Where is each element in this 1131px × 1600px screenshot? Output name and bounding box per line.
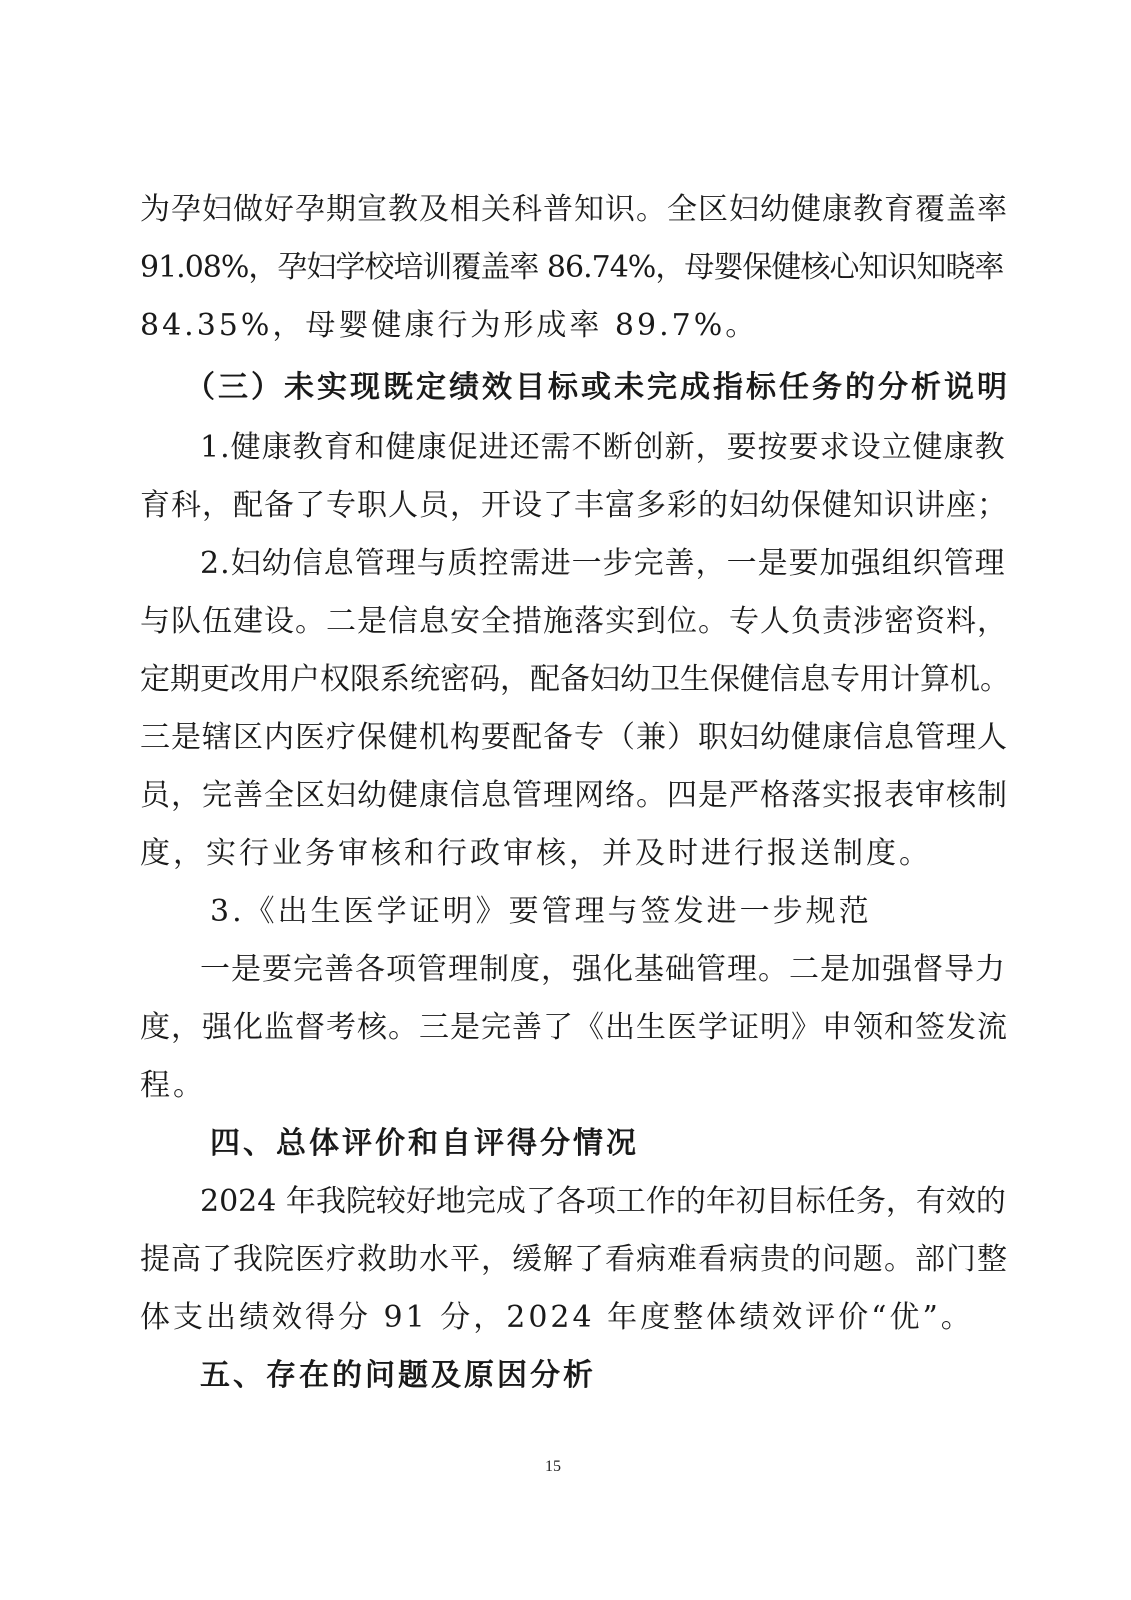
item-2-line-1: 2.妇幼信息管理与质控需进一步完善，一是要加强组织管理 bbox=[200, 546, 1006, 581]
section-heading-5: 五、存在的问题及原因分析 bbox=[200, 1358, 596, 1393]
section-4-line-2: 提高了我院医疗救助水平，缓解了看病难看病贵的问题。部门整 bbox=[140, 1242, 1008, 1277]
item-3-line-1: 一是要完善各项管理制度，强化基础管理。二是加强督导力 bbox=[200, 952, 1006, 987]
subsection-heading-3: （三）未实现既定绩效目标或未完成指标任务的分析说明 bbox=[185, 370, 1010, 405]
item-3-heading: 3.《出生医学证明》要管理与签发进一步规范 bbox=[210, 894, 872, 929]
item-3-line-3: 程。 bbox=[140, 1068, 206, 1103]
item-2-line-6: 度，实行业务审核和行政审核，并及时进行报送制度。 bbox=[140, 836, 932, 871]
item-3-line-2: 度，强化监督考核。三是完善了《出生医学证明》申领和签发流 bbox=[140, 1010, 1008, 1045]
page-number: 15 bbox=[545, 1458, 561, 1475]
section-4-line-1: 2024 年我院较好地完成了各项工作的年初目标任务，有效的 bbox=[200, 1184, 1006, 1219]
item-2-line-2: 与队伍建设。二是信息安全措施落实到位。专人负责涉密资料， bbox=[140, 604, 1008, 639]
item-2-line-3: 定期更改用户权限系统密码，配备妇幼卫生保健信息专用计算机。 bbox=[140, 662, 1010, 697]
item-1-line-1: 1.健康教育和健康促进还需不断创新，要按要求设立健康教 bbox=[200, 430, 1006, 465]
section-4-line-3: 体支出绩效得分 91 分，2024 年度整体绩效评价“优”。 bbox=[140, 1300, 974, 1335]
body-line-2: 91.08%，孕妇学校培训覆盖率 86.74%，母婴保健核心知识知晓率 bbox=[140, 250, 1004, 285]
body-line-1: 为孕妇做好孕期宣教及相关科普知识。全区妇幼健康教育覆盖率 bbox=[140, 192, 1008, 227]
section-heading-4: 四、总体评价和自评得分情况 bbox=[210, 1126, 639, 1161]
item-1-line-2: 育科，配备了专职人员，开设了丰富多彩的妇幼保健知识讲座； bbox=[140, 488, 1008, 523]
item-2-line-4: 三是辖区内医疗保健机构要配备专（兼）职妇幼健康信息管理人 bbox=[140, 720, 1008, 755]
body-line-3: 84.35%，母婴健康行为形成率 89.7%。 bbox=[140, 308, 759, 343]
item-2-line-5: 员，完善全区妇幼健康信息管理网络。四是严格落实报表审核制 bbox=[140, 778, 1008, 813]
